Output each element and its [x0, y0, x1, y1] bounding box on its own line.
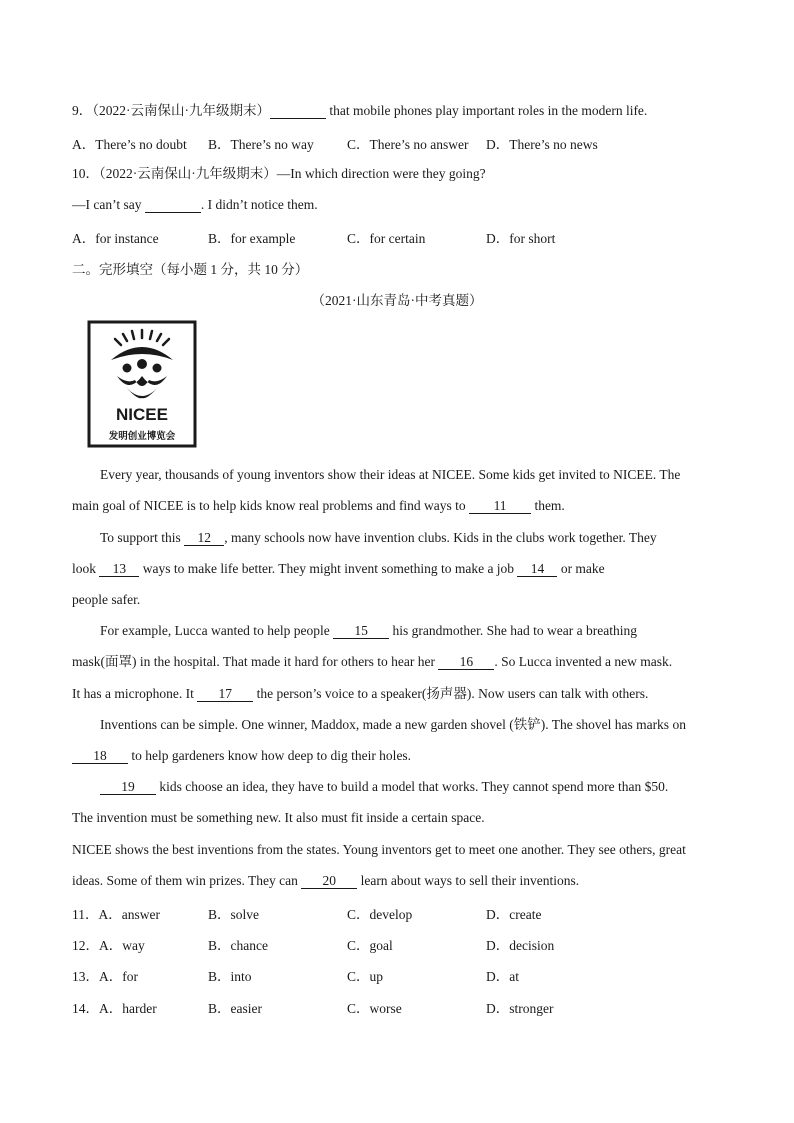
question-10-reply: [72, 196, 318, 214]
passage-text: the person’s voice to a speaker(扬声器). Now users can talk with others.: [256, 686, 649, 701]
answer-blank: [145, 197, 201, 213]
choice-number: 12．: [72, 938, 99, 953]
choice-number: 14．: [72, 1001, 99, 1016]
choice-number: 11．: [72, 907, 99, 922]
passage-line: [72, 872, 579, 890]
passage-line: Every year, thousands of young inventors show their ideas at NICEE. Some kids get invited to NICEE. The: [100, 467, 681, 482]
passage-text: them.: [534, 498, 565, 513]
question-number: 9．: [72, 103, 93, 118]
option-b: B．There’s no way: [208, 137, 314, 152]
option-c: C．develop: [347, 907, 413, 922]
blank-14: 14: [517, 561, 557, 577]
reply-after: . I didn’t notice them.: [200, 197, 318, 212]
option-b: B．chance: [208, 938, 268, 953]
passage-line: [100, 778, 668, 796]
option-b: B．into: [208, 969, 252, 984]
question-source: （2022·云南保山·九年级期末）: [92, 103, 270, 118]
passage-text: , many schools now have invention clubs. Kids in the clubs work together. They: [224, 530, 657, 545]
passage-source: （2021·山东青岛·中考真题）: [311, 293, 483, 308]
passage-line: [72, 747, 411, 765]
option-d: D．decision: [486, 938, 555, 953]
section-heading: 二。完形填空（每小题 1 分，共 10 分）: [72, 262, 309, 277]
option-a: A．way: [99, 938, 145, 953]
option-a: A．for: [99, 969, 138, 984]
option-a: A．harder: [99, 1001, 157, 1016]
option-d: D．There’s no news: [486, 137, 598, 152]
option-d: D．for short: [486, 231, 556, 246]
passage-line: people safer.: [72, 592, 141, 607]
passage-text: ideas. Some of them win prizes. They can: [72, 873, 298, 888]
reply-before: —I can’t say: [72, 197, 142, 212]
passage-text: For example, Lucca wanted to help people: [100, 623, 330, 638]
passage-text: To support this: [100, 530, 181, 545]
question-source: （2022·云南保山·九年级期末）: [99, 166, 277, 181]
option-c: C．goal: [347, 938, 393, 953]
question-text: —In which direction were they going?: [276, 166, 486, 181]
option-a: A．answer: [98, 907, 160, 922]
passage-line: Inventions can be simple. One winner, Maddox, made a new garden shovel (铁铲). The shovel has marks on: [100, 717, 686, 732]
blank-11: 11: [469, 498, 531, 514]
blank-16: 16: [438, 654, 494, 670]
option-b: B．easier: [208, 1001, 262, 1016]
blank-15: 15: [333, 623, 389, 639]
question-number: 10．: [72, 166, 99, 181]
passage-line: The invention must be something new. It also must fit inside a certain space.: [72, 810, 485, 825]
option-d: D．at: [486, 969, 519, 984]
question-10: [72, 165, 486, 183]
passage-line: NICEE shows the best inventions from the states. Young inventors get to meet one another. They see others, great: [72, 842, 686, 857]
passage-line: [72, 653, 672, 671]
logo-name: NICEE: [116, 405, 168, 424]
question-text: that mobile phones play important roles in the modern life.: [329, 103, 648, 118]
nicee-logo: [87, 320, 197, 448]
passage-line: [72, 497, 565, 515]
passage-text: his grandmother. She had to wear a breathing: [392, 623, 637, 638]
logo-subtitle: 发明创业博览会: [108, 431, 176, 442]
passage-line: [100, 529, 657, 547]
answer-blank: [270, 103, 326, 119]
passage-text: to help gardeners know how deep to dig their holes.: [131, 748, 412, 763]
passage-text: . So Lucca invented a new mask.: [494, 654, 673, 669]
blank-17: 17: [197, 686, 253, 702]
passage-text: or make: [560, 561, 605, 576]
option-c: C．for certain: [347, 231, 426, 246]
passage-line: [72, 685, 648, 703]
passage-text: ways to make life better. They might invent something to make a job: [142, 561, 515, 576]
passage-text: learn about ways to sell their inventions.: [360, 873, 580, 888]
passage-text: main goal of NICEE is to help kids know real problems and find ways to: [72, 498, 466, 513]
blank-19: 19: [100, 779, 156, 795]
option-b: B．for example: [208, 231, 296, 246]
option-c: C．up: [347, 969, 384, 984]
option-c: C．worse: [347, 1001, 402, 1016]
passage-text: kids choose an idea, they have to build a model that works. They cannot spend more than $50.: [159, 779, 669, 794]
option-c: C．There’s no answer: [347, 137, 469, 152]
option-b: B．solve: [208, 907, 260, 922]
nicee-logo-icon: [87, 320, 197, 448]
blank-13: 13: [99, 561, 139, 577]
option-a: A．There’s no doubt: [72, 137, 187, 152]
blank-12: 12: [184, 530, 224, 546]
passage-text: look: [72, 561, 97, 576]
question-9: [72, 102, 647, 120]
blank-18: 18: [72, 748, 128, 764]
choice-number: 13．: [72, 969, 99, 984]
option-d: D．create: [486, 907, 542, 922]
passage-line: [100, 622, 637, 640]
option-d: D．stronger: [486, 1001, 554, 1016]
passage-line: [72, 560, 605, 578]
passage-text: mask(面罩) in the hospital. That made it hard for others to hear her: [72, 654, 436, 669]
passage-text: It has a microphone. It: [72, 686, 194, 701]
option-a: A．for instance: [72, 231, 159, 246]
blank-20: 20: [301, 873, 357, 889]
